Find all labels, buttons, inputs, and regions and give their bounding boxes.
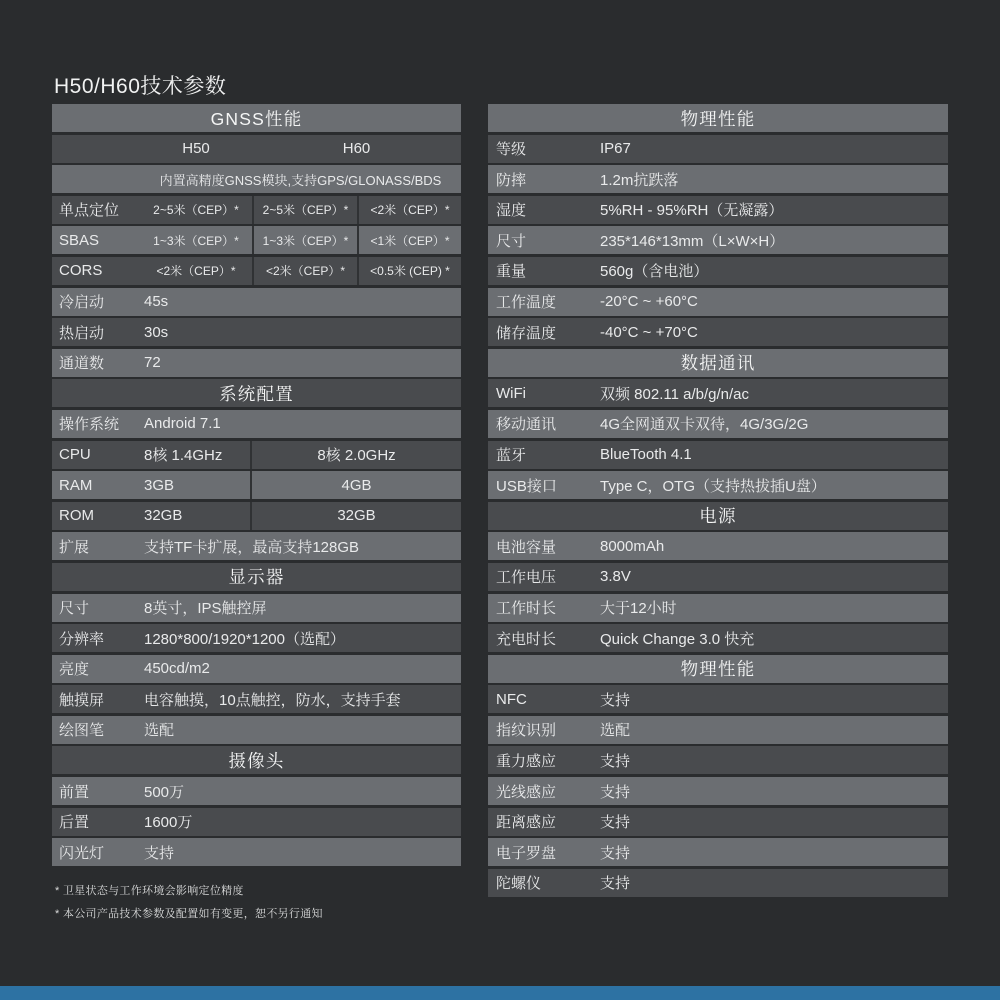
spec-label: 前置 [59, 783, 90, 801]
spec-label: 指纹识别 [496, 722, 557, 740]
spec-value: 双频 802.11 a/b/g/n/ac [600, 385, 749, 403]
accuracy-value-2: 2~5米（CEP）* [262, 203, 349, 218]
section-header-row [52, 746, 461, 774]
spec-row [52, 410, 461, 438]
spec-label: 亮度 [59, 661, 90, 679]
spec-label: 防摔 [496, 171, 527, 189]
accuracy-value-2: <2米（CEP）* [265, 264, 346, 279]
h50-cell [52, 471, 252, 499]
h60-cell [252, 444, 461, 465]
spec-row [488, 532, 948, 560]
spec-label: 电子罗盘 [496, 844, 557, 862]
spec-row [488, 135, 948, 163]
spec-value: 72 [144, 354, 161, 372]
section-title: 物理性能 [680, 659, 756, 680]
h60-value: 8核 2.0GHz [317, 447, 396, 465]
spec-row [488, 196, 948, 224]
spec-label: 工作电压 [496, 569, 557, 587]
section-title: GNSS性能 [210, 108, 303, 129]
spec-value: 30s [144, 323, 169, 341]
spec-row [488, 318, 948, 346]
spec-row-two-col [52, 471, 461, 499]
spec-value: 支持 [600, 691, 631, 709]
section-header-row [488, 502, 948, 530]
spec-label: 热启动 [59, 324, 105, 342]
left-spec-table [52, 104, 461, 866]
spec-row [488, 594, 948, 622]
section-header-row [52, 379, 461, 407]
spec-value: 500万 [144, 783, 185, 801]
accuracy-cell-3 [357, 196, 461, 224]
spec-value: Type C，OTG（支持热拔插U盘） [600, 477, 826, 495]
h50-cell [52, 441, 252, 469]
spec-label: 尺寸 [59, 600, 90, 617]
spec-label: 单点定位 [59, 202, 120, 220]
model-h50-label: H50 [182, 140, 210, 158]
spec-row [488, 288, 948, 316]
accuracy-value-3: <2米（CEP）* [370, 203, 450, 218]
h60-cell [252, 477, 461, 494]
spec-label: 充电时长 [496, 630, 557, 648]
spec-value: 支持 [600, 752, 631, 770]
spec-row [52, 532, 461, 560]
spec-label: 触摸屏 [59, 691, 105, 709]
spec-row [488, 563, 948, 591]
spec-row [488, 808, 948, 836]
right-spec-table [488, 104, 948, 897]
section-header-row [52, 563, 461, 591]
accuracy-value-2: 1~3米（CEP）* [262, 233, 349, 248]
spec-row [488, 716, 948, 744]
spec-row [52, 838, 461, 866]
spec-value: 450cd/m2 [144, 660, 210, 678]
spec-row [488, 379, 948, 407]
spec-label: CPU [59, 446, 91, 464]
h60-value: 4GB [341, 476, 372, 494]
spec-label: 工作温度 [496, 294, 557, 312]
spec-value: 1600万 [144, 814, 193, 832]
spec-row [488, 869, 948, 897]
spec-label: 闪光灯 [59, 844, 105, 862]
spec-label: 陀螺仪 [496, 875, 542, 893]
spec-row [488, 746, 948, 774]
spec-value: 560g（含电池） [600, 263, 709, 281]
spec-row [52, 685, 461, 713]
spec-value: 1280*800/1920*1200（选配） [144, 630, 345, 648]
spec-row [52, 349, 461, 377]
spec-label: 重量 [496, 263, 527, 281]
spec-value: 支持 [600, 844, 631, 862]
accuracy-cell-1 [140, 196, 252, 224]
spec-value: Quick Change 3.0 快充 [600, 630, 755, 648]
accuracy-value-1: <2米（CEP）* [156, 264, 236, 279]
spec-label: 工作时长 [496, 600, 557, 617]
spec-value: 3.8V [600, 568, 631, 586]
h60-value: 32GB [337, 507, 376, 525]
spec-label: 移动通讯 [496, 416, 557, 434]
spec-row [488, 165, 948, 193]
accuracy-cell-3 [357, 257, 461, 285]
spec-label: RAM [59, 476, 93, 494]
spec-label: 尺寸 [496, 232, 527, 250]
model-header-row [52, 135, 461, 163]
spec-value: 电容触摸，10点触控，防水，支持手套 [144, 691, 401, 709]
section-title: 显示器 [228, 567, 285, 588]
accuracy-cell-3 [357, 226, 461, 254]
spec-row-three-col [52, 196, 461, 224]
spec-label: 储存温度 [496, 324, 557, 342]
spec-label: 操作系统 [59, 416, 120, 434]
spec-value: 235*146*13mm（L×W×H） [600, 232, 785, 250]
footer-accent-bar [0, 986, 1000, 1000]
spec-label: 光线感应 [496, 783, 557, 801]
spec-value: IP67 [600, 140, 631, 158]
spec-row [488, 624, 948, 652]
accuracy-cell-2 [252, 257, 357, 285]
accuracy-cell-1 [140, 226, 252, 254]
spec-label: WiFi [496, 384, 526, 402]
spec-value: 45s [144, 293, 169, 311]
spec-row [52, 655, 461, 683]
section-header-row [488, 349, 948, 377]
spec-value: 大于12小时 [600, 600, 677, 617]
h60-cell [252, 507, 461, 524]
model-h60-label: H60 [342, 140, 371, 158]
spec-label: 等级 [496, 141, 527, 159]
spec-label: 湿度 [496, 202, 527, 220]
spec-label: 后置 [59, 814, 90, 832]
spec-row [488, 257, 948, 285]
spec-label: NFC [496, 690, 527, 708]
page-title: H50/H60技术参数 [54, 75, 227, 98]
spec-row [52, 808, 461, 836]
spec-value: 支持TF卡扩展，最高支持128GB [144, 538, 360, 556]
spec-value: 5%RH - 95%RH（无凝露） [600, 202, 784, 220]
accuracy-value-3: <0.5米 (CEP) * [370, 264, 450, 279]
h50-value: 8核 1.4GHz [144, 447, 223, 465]
spec-value: 支持 [144, 844, 175, 862]
accuracy-value-1: 2~5米（CEP）* [153, 203, 239, 218]
spec-value: -20°C ~ +60°C [600, 293, 698, 311]
spec-row [52, 777, 461, 805]
accuracy-cell-2 [252, 226, 357, 254]
spec-value: 选配 [600, 722, 631, 740]
spec-value: 支持 [600, 783, 631, 801]
spec-row-three-col [52, 226, 461, 254]
spec-row [488, 441, 948, 469]
spec-value: -40°C ~ +70°C [600, 323, 698, 341]
spec-label: 电池容量 [496, 538, 557, 556]
spec-value: BlueTooth 4.1 [600, 446, 692, 464]
section-title: 物理性能 [680, 108, 756, 129]
spec-row [488, 471, 948, 499]
spec-label: USB接口 [496, 477, 557, 495]
accuracy-value-3: <1米（CEP）* [370, 233, 450, 248]
spec-row [52, 288, 461, 316]
spec-value: 支持 [600, 814, 631, 832]
spec-row-three-col [52, 257, 461, 285]
section-title: 摄像头 [228, 750, 285, 771]
spec-value: 1.2m抗跌落 [600, 171, 679, 189]
gnss-module-note-row [52, 165, 461, 193]
section-title: 电源 [699, 506, 737, 527]
section-title: 系统配置 [219, 383, 294, 404]
spec-row [488, 685, 948, 713]
spec-label: SBAS [59, 231, 100, 249]
spec-value: 4G全网通双卡双待，4G/3G/2G [600, 416, 809, 434]
spec-label: 分辨率 [59, 630, 105, 648]
spec-label: 蓝牙 [496, 447, 527, 465]
accuracy-value-1: 1~3米（CEP）* [153, 233, 239, 248]
accuracy-cell-1 [140, 257, 252, 285]
section-header-row [488, 104, 948, 132]
section-title: 数据通讯 [680, 353, 756, 374]
spec-label: 距离感应 [496, 814, 557, 832]
spec-label: 重力感应 [496, 752, 557, 770]
spec-value: 选配 [144, 722, 175, 740]
spec-row [52, 716, 461, 744]
spec-row [52, 318, 461, 346]
spec-value: Android 7.1 [144, 415, 221, 433]
spec-label: 绘图笔 [59, 722, 105, 740]
spec-value: 支持 [600, 875, 631, 893]
spec-value: 8英寸，IPS触控屏 [144, 600, 267, 617]
footnote-specs-change-notice: * 本公司产品技术参数及配置如有变更，恕不另行通知 [55, 908, 323, 920]
footnote-positioning-accuracy: * 卫星状态与工作环境会影响定位精度 [55, 885, 244, 897]
spec-row [488, 410, 948, 438]
spec-row [488, 777, 948, 805]
spec-label: ROM [59, 507, 94, 525]
accuracy-cell-2 [252, 196, 357, 224]
spec-label: CORS [59, 262, 103, 280]
h50-cell [52, 502, 252, 530]
h50-value: 32GB [144, 507, 183, 525]
section-header-row [52, 104, 461, 132]
section-header-row [488, 655, 948, 683]
spec-label: 通道数 [59, 355, 105, 373]
h50-value: 3GB [144, 476, 175, 494]
spec-row [488, 226, 948, 254]
spec-row [52, 624, 461, 652]
model-header-spacer [52, 135, 140, 163]
spec-row [488, 838, 948, 866]
spec-row-two-col [52, 441, 461, 469]
spec-label: 扩展 [59, 538, 90, 556]
spec-value: 8000mAh [600, 537, 665, 555]
spec-label: 冷启动 [59, 294, 105, 312]
spec-row [52, 594, 461, 622]
gnss-module-note: 内置高精度GNSS模块,支持GPS/GLONASS/BDS [159, 172, 442, 188]
spec-row-two-col [52, 502, 461, 530]
